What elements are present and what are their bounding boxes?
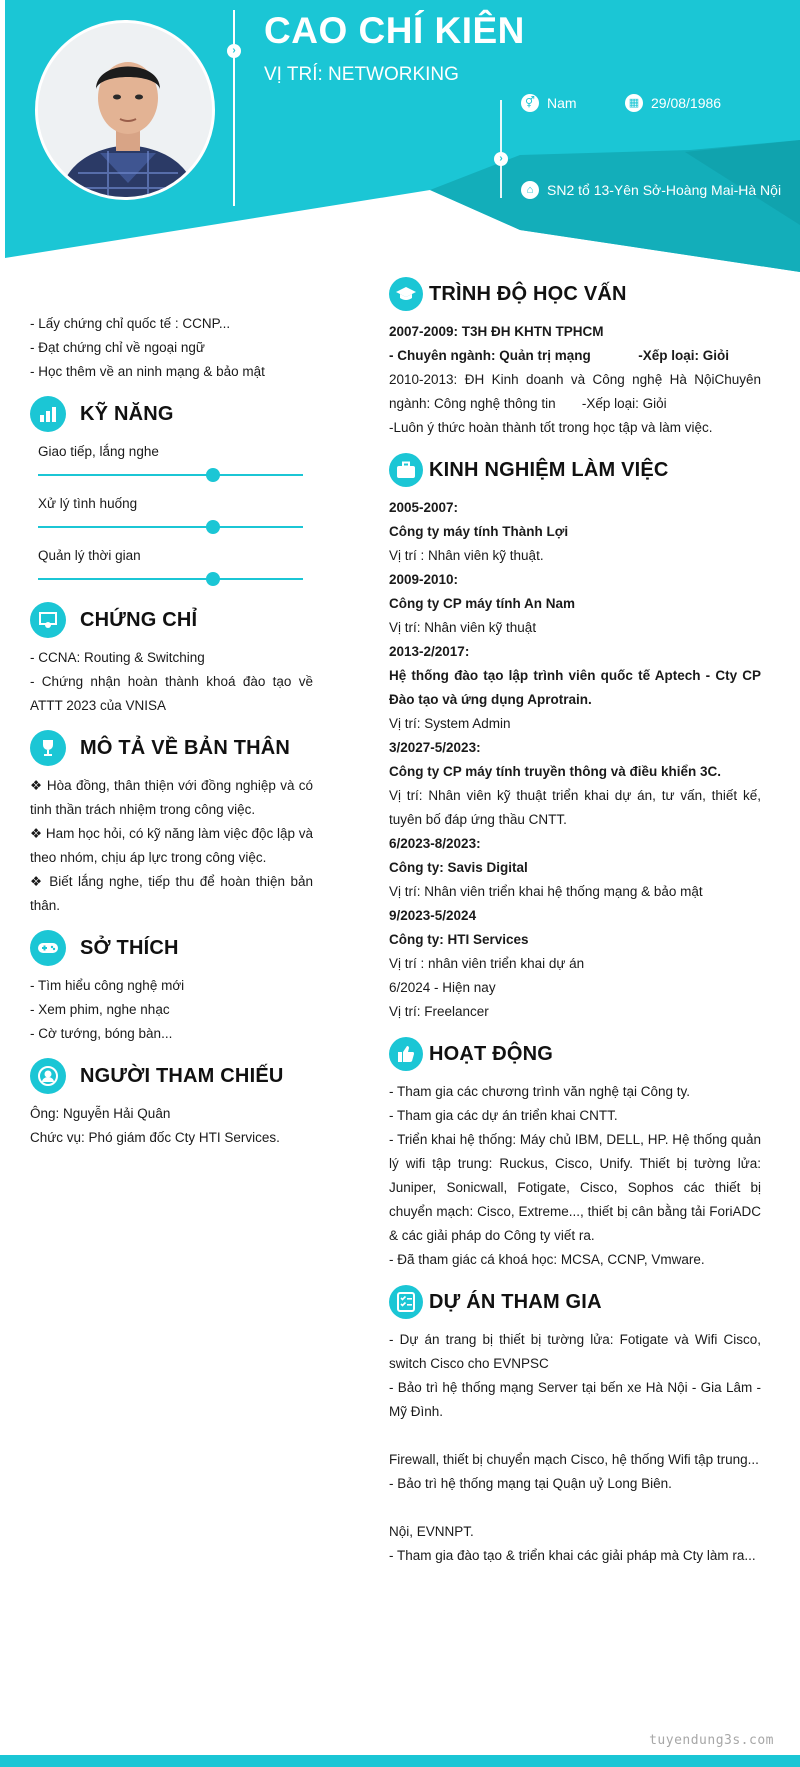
- list-item: ❖ Ham học hỏi, có kỹ năng làm việc độc lập và theo nhóm, chịu áp lực trong công việc.: [30, 826, 313, 865]
- experience-period: 6/2024 - Hiện nay: [389, 980, 496, 995]
- section-title: HOẠT ĐỘNG: [429, 1043, 554, 1065]
- address-value: SN2 tổ 13-Yên Sở-Hoàng Mai-Hà Nội: [547, 182, 782, 198]
- education-grade: -Xếp loại: Giỏi: [638, 348, 729, 363]
- list-item: - Đạt chứng chỉ về ngoại ngữ: [30, 340, 205, 355]
- list-item: ❖ Biết lắng nghe, tiếp thu để hoàn thiện bản thân.: [30, 874, 313, 913]
- education-line: -Luôn ý thức hoàn thành tốt trong học tập và làm việc.: [389, 420, 713, 435]
- experience-heading: [389, 452, 761, 488]
- skill-bar: [38, 468, 303, 482]
- bar-chart-icon: [30, 396, 66, 432]
- section-title: MÔ TẢ VỀ BẢN THÂN: [80, 737, 291, 759]
- education-line: 2010-2013: ĐH Kinh doanh và Công nghệ Hà NộiChuyên ngành: Công nghệ thông tin -Xếp loại: Giỏi: [389, 372, 765, 411]
- education-line: 2007-2009: T3H ĐH KHTN TPHCM: [389, 324, 604, 339]
- avatar: [35, 20, 215, 200]
- skill-bar: [38, 520, 303, 534]
- experience-role: Vị trí: Nhân viên triển khai hệ thống mạng & bảo mật: [389, 884, 703, 899]
- skills-heading: [30, 396, 313, 432]
- list-item: - Lấy chứng chỉ quốc tế : CCNP...: [30, 316, 231, 331]
- experience-period: 2009-2010:: [389, 572, 459, 587]
- thumbs-up-icon: [389, 1037, 423, 1071]
- list-item: - Đã tham giác cá khoá học: MCSA, CCNP, Vmware.: [389, 1252, 705, 1267]
- chevron-right-icon: ›: [494, 152, 508, 166]
- header-divider: [233, 10, 235, 206]
- chevron-right-icon: ›: [227, 44, 241, 58]
- experience-period: 2005-2007:: [389, 500, 459, 515]
- list-item: - Tìm hiểu công nghệ mới: [30, 978, 185, 993]
- hobby-heading: [30, 930, 313, 966]
- experience-item: [389, 832, 761, 904]
- experience-item: [389, 640, 761, 736]
- gamepad-icon: [30, 930, 66, 966]
- experience-role: Vị trí: Freelancer: [389, 1004, 489, 1019]
- left-column: [30, 288, 313, 1150]
- calendar-icon: ▦: [625, 94, 643, 112]
- skill-level-knob: [206, 572, 220, 586]
- experience-list: [389, 496, 761, 1024]
- gender-value: Nam: [547, 95, 577, 111]
- experience-role: Vị trí: System Admin: [389, 716, 511, 731]
- user-icon: [30, 1058, 66, 1094]
- section-title: TRÌNH ĐỘ HỌC VẤN: [429, 283, 627, 305]
- list-item: - Bảo trì hệ thống mạng tại Quận uỷ Long Biên.: [389, 1476, 672, 1491]
- list-item: - Tham gia các chương trình văn nghệ tại Công ty.: [389, 1084, 691, 1099]
- footer-bar: [0, 1755, 800, 1767]
- list-item: - Bảo trì hệ thống mạng Server tại bến xe Hà Nội - Gia Lâm - Mỹ Đình.: [389, 1380, 761, 1419]
- right-column: [389, 276, 765, 1568]
- goals-list: [30, 312, 313, 384]
- candidate-position: VỊ TRÍ: NETWORKING: [264, 64, 459, 85]
- section-title: CHỨNG CHỈ: [80, 609, 198, 631]
- gender-row: [521, 94, 577, 112]
- list-item: Ông: Nguyễn Hải Quân: [30, 1106, 171, 1121]
- project-heading: [389, 1284, 761, 1320]
- cert-heading: [30, 602, 313, 638]
- list-item: - Tham gia đào tạo & triển khai các giải pháp mà Cty làm ra...: [389, 1548, 756, 1563]
- section-title: DỰ ÁN THAM GIA: [429, 1291, 602, 1313]
- experience-role: Vị trí : Nhân viên kỹ thuật.: [389, 548, 544, 563]
- experience-company: Công ty: HTI Services: [389, 932, 529, 947]
- list-item: Nội, EVNNPT.: [389, 1524, 474, 1539]
- home-icon: ⌂: [521, 181, 539, 199]
- skill-label: Giao tiếp, lắng nghe: [38, 444, 159, 459]
- experience-item: [389, 568, 761, 640]
- list-item: - Dự án trang bị thiết bị tường lửa: Fotigate và Wifi Cisco, switch Cisco cho EVNPSC: [389, 1332, 761, 1371]
- experience-period: 6/2023-8/2023:: [389, 836, 481, 851]
- list-item: - Chứng nhận hoàn thành khoá đào tạo về ATTT 2023 của VNISA: [30, 674, 313, 713]
- experience-role: Vị trí : nhân viên triển khai dự án: [389, 956, 585, 971]
- experience-period: 9/2023-5/2024: [389, 908, 477, 923]
- skill-level-knob: [206, 468, 220, 482]
- skill-label: Xử lý tình huống: [38, 496, 138, 511]
- list-item: - Học thêm về an ninh mạng & bảo mật: [30, 364, 265, 379]
- list-item: - Triển khai hệ thống: Máy chủ IBM, DELL, HP. Hệ thống quản lý wifi tập trung: Ruckus, Cisco, Unify. Thiết bị tường lửa: Juniper, Sonicwall, Fotigate, Cisco, Sophos các thiết bị chuyển mạch: Cisco, Extreme..., thiết bị cân bằng tải ForiADC & các giải pháp do Công ty viết ra.: [389, 1132, 761, 1243]
- graduation-cap-icon: [389, 277, 423, 311]
- activity-heading: [389, 1036, 761, 1072]
- info-divider: [500, 100, 502, 198]
- section-title: KỸ NĂNG: [80, 403, 174, 425]
- list-item: - Tham gia các dự án triển khai CNTT.: [389, 1108, 618, 1123]
- experience-item: [389, 736, 761, 832]
- education-line: [389, 344, 761, 368]
- checklist-icon: [389, 1285, 423, 1319]
- gender-icon: ⚥: [521, 94, 539, 112]
- skill-label: Quản lý thời gian: [38, 548, 141, 563]
- experience-company: Công ty CP máy tính truyền thông và điều khiển 3C.: [389, 764, 722, 779]
- about-heading: [30, 730, 313, 766]
- trophy-icon: [30, 730, 66, 766]
- dob-value: 29/08/1986: [651, 95, 722, 111]
- list-spacer: [389, 1424, 761, 1448]
- list-item: Chức vụ: Phó giám đốc Cty HTI Services.: [30, 1130, 280, 1145]
- experience-company: Hệ thống đào tạo lập trình viên quốc tế Aptech - Cty CP Đào tạo và ứng dụng Aprotrain.: [389, 668, 761, 707]
- education-major: - Chuyên ngành: Quản trị mạng: [389, 348, 591, 363]
- list-item: - CCNA: Routing & Switching: [30, 650, 205, 665]
- watermark: tuyendung3s.com: [649, 1733, 774, 1748]
- list-item: - Xem phim, nghe nhạc: [30, 1002, 170, 1017]
- list-item: ❖ Hòa đồng, thân thiện với đồng nghiệp và có tinh thần trách nhiệm trong công việc.: [30, 778, 313, 817]
- experience-role: Vị trí: Nhân viên kỹ thuật triển khai dự án, tư vấn, thiết kế, tuyên bố đáp ứng thầu CNTT.: [389, 788, 761, 827]
- list-item: - Cờ tướng, bóng bàn...: [30, 1026, 173, 1041]
- header-banner: [0, 0, 800, 290]
- skill-bar: [38, 572, 303, 586]
- skills-list: [30, 440, 313, 586]
- list-spacer: [389, 1496, 761, 1520]
- reference-heading: [30, 1058, 313, 1094]
- experience-item: [389, 496, 761, 568]
- experience-period: 3/2027-5/2023:: [389, 740, 481, 755]
- list-item: Firewall, thiết bị chuyển mạch Cisco, hệ thống Wifi tập trung...: [389, 1452, 759, 1467]
- section-title: KINH NGHIỆM LÀM VIỆC: [429, 459, 669, 481]
- skill-level-knob: [206, 520, 220, 534]
- briefcase-icon: [389, 453, 423, 487]
- experience-company: Công ty: Savis Digital: [389, 860, 528, 875]
- experience-company: Công ty CP máy tính An Nam: [389, 596, 576, 611]
- experience-period: 2013-2/2017:: [389, 644, 470, 659]
- certificate-icon: [30, 602, 66, 638]
- section-title: NGƯỜI THAM CHIẾU: [80, 1065, 284, 1087]
- experience-company: Công ty máy tính Thành Lợi: [389, 524, 569, 539]
- education-heading: [389, 276, 761, 312]
- dob-row: [625, 94, 721, 112]
- candidate-name: CAO CHÍ KIÊN: [264, 10, 525, 51]
- address-row: [521, 181, 781, 199]
- section-title: SỞ THÍCH: [80, 937, 179, 959]
- experience-role: Vị trí: Nhân viên kỹ thuật: [389, 620, 537, 635]
- experience-item: [389, 904, 761, 976]
